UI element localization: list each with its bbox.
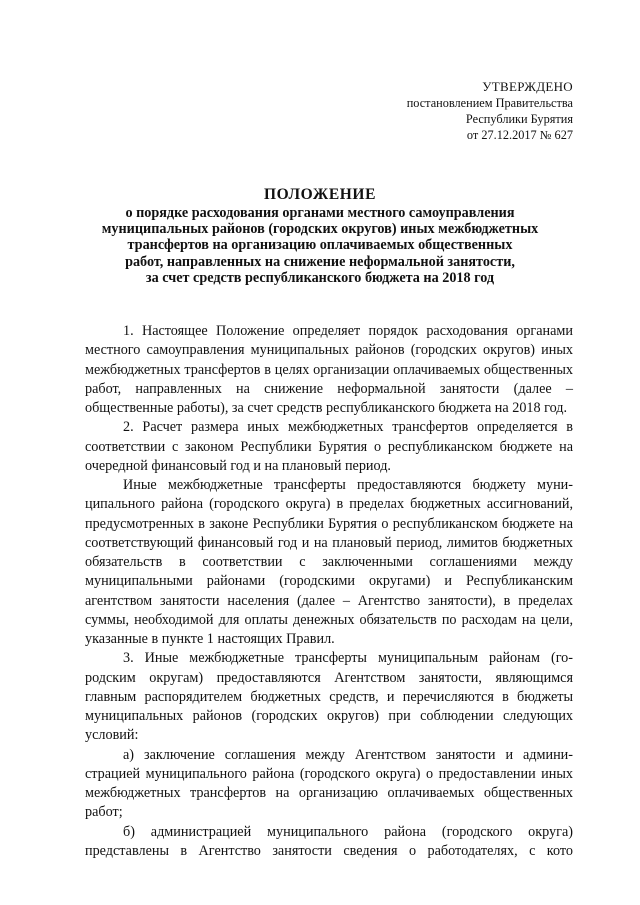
- paragraph-3a: а) заключение соглашения между Агентством занятости и администрацией муниципального района (городского округа) о предоставлении иных межбюджетных трансфертов на организацию оплачиваемых общественных работ;: [85, 746, 573, 821]
- document-heading: [70, 184, 570, 286]
- subtitle-line: работ, направленных на снижение неформальной занятости,: [125, 253, 515, 270]
- subtitle-line: трансфертов на организацию оплачиваемых общественных: [127, 237, 513, 254]
- approval-stamp: [407, 79, 573, 143]
- paragraph-3b: б) администрацией муниципального района (городского округа) представлены в Агентство занятости сведения о работодателях, с кото: [85, 823, 573, 859]
- approval-line: постановлением Правительства: [406, 96, 573, 110]
- paragraph-2: 2. Расчет размера иных межбюджетных трансфертов определяется в соответствии с законом Республики Бурятия о республиканском бюджете на очередной финансовый год и на плановый период.: [85, 419, 573, 474]
- approval-line: Республики Бурятия: [465, 112, 573, 126]
- paragraph-2-cont: Иные межбюджетные трансферты предоставляются бюджету муниципального района (городского округа) в пределах бюджетных ассигнований, предусмотренных в законе Республики Бурятия о республиканском бюджете на соответствующий финансовый год и на плановый период, лимитов бюджетных обязательств в соответствии с заключенными соглашениями между муниципальными районами (городскими округами) и Республиканским агентством занятости населения (далее – Агентство занятости), в пределах суммы, необходимой для оплаты денежных обязательств по расходам на цели, указанные в пункте 1 настоящих Правил.: [85, 477, 573, 647]
- approval-line: от 27.12.2017 № 627: [466, 128, 573, 142]
- paragraph-1: 1. Настоящее Положение определяет порядок расходования органами местного самоуправления муниципальных районов (городских округов) иных межбюджетных трансфертов в целях организации оплачиваемых общественных работ, направленных на снижение неформальной занятости (далее – общественные работы), за счет средств республиканского бюджета на 2018 год.: [85, 323, 573, 416]
- document-title: ПОЛОЖЕНИЕ: [263, 186, 377, 203]
- paragraph-3: 3. Иные межбюджетные трансферты муниципальным районам (городским округам) предоставляются Агентством занятости, являющимся главным распорядителем бюджетных средств, и перечисляются в бюджеты муниципальных районов (городских округов) при соблюдении следующих условий:: [85, 650, 573, 744]
- subtitle-line: за счет средств республиканского бюджета на 2018 год: [145, 269, 495, 286]
- document-body: [85, 322, 573, 861]
- approval-heading: УТВЕРЖДЕНО: [482, 79, 573, 94]
- subtitle-line: о порядке расходования органами местного самоуправления: [125, 205, 515, 221]
- subtitle-line: муниципальных районов (городских округов) иных межбюджетных: [101, 221, 539, 238]
